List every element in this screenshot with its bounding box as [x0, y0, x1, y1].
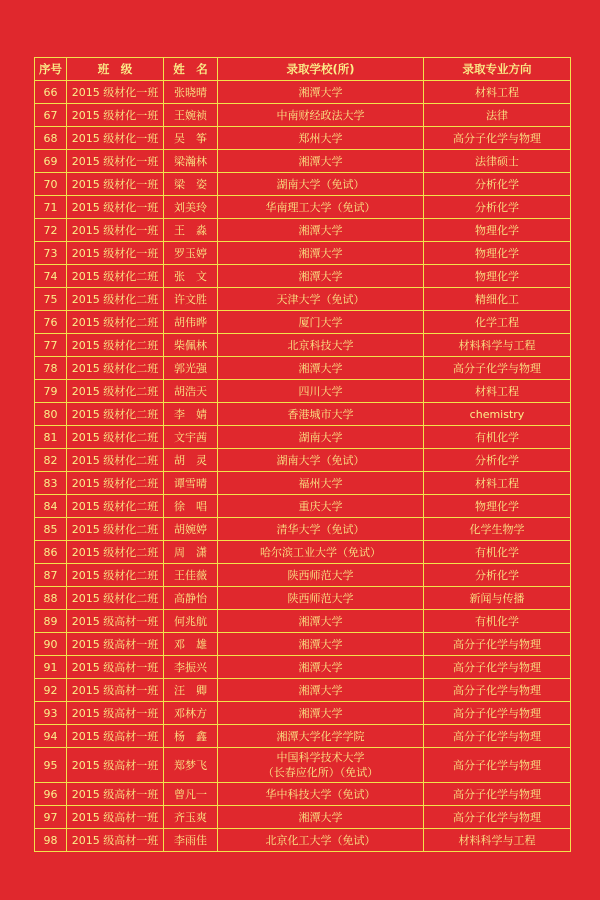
table-row	[35, 127, 571, 150]
row-school	[218, 403, 424, 426]
row-number: 77	[35, 334, 67, 357]
school-line: 北京科技大学	[287, 339, 354, 352]
row-class: 2015 级高材一班	[67, 783, 164, 806]
table-row	[35, 587, 571, 610]
school-line: 香港城市大学	[287, 408, 354, 421]
school-line: 北京化工大学（免试）	[265, 834, 376, 847]
row-class: 2015 级高材一班	[67, 748, 164, 783]
row-name: 王婉祯	[164, 104, 218, 127]
row-number: 86	[35, 541, 67, 564]
table-row	[35, 610, 571, 633]
school-line: 重庆大学	[298, 500, 343, 513]
row-major: 高分子化学与物理	[424, 783, 571, 806]
row-number: 69	[35, 150, 67, 173]
row-school	[218, 288, 424, 311]
row-name: 王佳薇	[164, 564, 218, 587]
row-major: 化学生物学	[424, 518, 571, 541]
row-school	[218, 173, 424, 196]
row-name: 李雨佳	[164, 829, 218, 852]
row-school	[218, 311, 424, 334]
row-name: 吴 筝	[164, 127, 218, 150]
row-name: 谭雪晴	[164, 472, 218, 495]
school-line: 天津大学（免试）	[276, 293, 365, 306]
row-school	[218, 127, 424, 150]
row-class: 2015 级材化二班	[67, 541, 164, 564]
row-name: 郭光强	[164, 357, 218, 380]
header-no: 序号	[35, 58, 67, 81]
school-line: 湘潭大学	[298, 155, 343, 168]
row-number: 70	[35, 173, 67, 196]
row-school	[218, 656, 424, 679]
row-name: 张晓晴	[164, 81, 218, 104]
row-class: 2015 级高材一班	[67, 829, 164, 852]
school-line: 湘潭大学	[298, 707, 343, 720]
row-major: 高分子化学与物理	[424, 357, 571, 380]
row-name: 胡 灵	[164, 449, 218, 472]
row-class: 2015 级材化一班	[67, 127, 164, 150]
table-row	[35, 265, 571, 288]
header-row	[35, 58, 571, 81]
row-number: 85	[35, 518, 67, 541]
row-school	[218, 472, 424, 495]
row-class: 2015 级高材一班	[67, 806, 164, 829]
row-number: 82	[35, 449, 67, 472]
row-number: 84	[35, 495, 67, 518]
row-class: 2015 级材化二班	[67, 449, 164, 472]
header-school: 录取学校(所)	[218, 58, 424, 81]
row-major: 材料科学与工程	[424, 829, 571, 852]
row-number: 75	[35, 288, 67, 311]
row-class: 2015 级材化二班	[67, 380, 164, 403]
row-number: 98	[35, 829, 67, 852]
school-line: 清华大学（免试）	[276, 523, 365, 536]
row-major: 材料工程	[424, 472, 571, 495]
table-row	[35, 403, 571, 426]
row-number: 95	[35, 748, 67, 783]
school-line: 四川大学	[298, 385, 343, 398]
row-number: 66	[35, 81, 67, 104]
school-line: 湘潭大学	[298, 224, 343, 237]
table-row	[35, 748, 571, 783]
row-class: 2015 级材化一班	[67, 104, 164, 127]
row-school	[218, 564, 424, 587]
row-major: 有机化学	[424, 610, 571, 633]
row-number: 73	[35, 242, 67, 265]
admission-list-sheet	[34, 57, 570, 850]
school-line: 湖南大学	[298, 431, 343, 444]
row-major: 高分子化学与物理	[424, 725, 571, 748]
row-number: 94	[35, 725, 67, 748]
row-name: 梁瀚林	[164, 150, 218, 173]
row-major: 新闻与传播	[424, 587, 571, 610]
row-major: 物理化学	[424, 219, 571, 242]
row-number: 87	[35, 564, 67, 587]
admission-table	[34, 57, 571, 852]
row-major: 有机化学	[424, 426, 571, 449]
row-class: 2015 级高材一班	[67, 633, 164, 656]
table-row	[35, 380, 571, 403]
row-class: 2015 级材化一班	[67, 150, 164, 173]
row-number: 96	[35, 783, 67, 806]
school-line: 湘潭大学	[298, 811, 343, 824]
row-name: 李振兴	[164, 656, 218, 679]
row-class: 2015 级材化一班	[67, 219, 164, 242]
row-major: 高分子化学与物理	[424, 633, 571, 656]
table-row	[35, 518, 571, 541]
row-name: 许文胜	[164, 288, 218, 311]
row-name: 王 淼	[164, 219, 218, 242]
row-school	[218, 265, 424, 288]
row-name: 邓林方	[164, 702, 218, 725]
table-row	[35, 219, 571, 242]
row-school	[218, 633, 424, 656]
row-school	[218, 426, 424, 449]
row-school	[218, 81, 424, 104]
row-name: 汪 卿	[164, 679, 218, 702]
row-class: 2015 级高材一班	[67, 679, 164, 702]
table-row	[35, 806, 571, 829]
table-row	[35, 633, 571, 656]
school-line: 中国科学技术大学	[276, 751, 365, 764]
table-row	[35, 725, 571, 748]
table-row	[35, 150, 571, 173]
school-line: 郑州大学	[298, 132, 343, 145]
row-number: 90	[35, 633, 67, 656]
row-major: chemistry	[424, 403, 571, 426]
row-name: 胡伟晔	[164, 311, 218, 334]
school-line: 湘潭大学化学学院	[276, 730, 365, 743]
row-name: 何兆航	[164, 610, 218, 633]
row-school	[218, 196, 424, 219]
row-major: 高分子化学与物理	[424, 702, 571, 725]
row-number: 93	[35, 702, 67, 725]
row-major: 有机化学	[424, 541, 571, 564]
school-line: 湖南大学（免试）	[276, 178, 365, 191]
row-school	[218, 748, 424, 783]
row-number: 89	[35, 610, 67, 633]
row-major: 材料工程	[424, 380, 571, 403]
row-major: 分析化学	[424, 564, 571, 587]
row-number: 68	[35, 127, 67, 150]
school-line: （长春应化所）（免试）	[262, 766, 379, 779]
school-line: 湘潭大学	[298, 247, 343, 260]
school-line: 湖南大学（免试）	[276, 454, 365, 467]
row-class: 2015 级材化一班	[67, 196, 164, 219]
header-class: 班 级	[67, 58, 164, 81]
row-name: 李 婧	[164, 403, 218, 426]
row-major: 高分子化学与物理	[424, 127, 571, 150]
school-line: 湘潭大学	[298, 270, 343, 283]
row-school	[218, 587, 424, 610]
row-major: 物理化学	[424, 265, 571, 288]
table-row	[35, 81, 571, 104]
row-major: 高分子化学与物理	[424, 806, 571, 829]
table-row	[35, 702, 571, 725]
table-row	[35, 829, 571, 852]
school-line: 湘潭大学	[298, 86, 343, 99]
school-line: 湘潭大学	[298, 615, 343, 628]
header-major: 录取专业方向	[424, 58, 571, 81]
row-major: 高分子化学与物理	[424, 656, 571, 679]
row-major: 物理化学	[424, 495, 571, 518]
row-name: 罗玉婷	[164, 242, 218, 265]
row-name: 周 潇	[164, 541, 218, 564]
row-school	[218, 806, 424, 829]
row-class: 2015 级材化一班	[67, 242, 164, 265]
row-class: 2015 级材化二班	[67, 564, 164, 587]
row-class: 2015 级材化二班	[67, 288, 164, 311]
row-school	[218, 783, 424, 806]
row-name: 曾凡一	[164, 783, 218, 806]
row-number: 71	[35, 196, 67, 219]
row-school	[218, 518, 424, 541]
row-school	[218, 242, 424, 265]
row-major: 分析化学	[424, 196, 571, 219]
table-row	[35, 242, 571, 265]
row-class: 2015 级高材一班	[67, 656, 164, 679]
table-row	[35, 783, 571, 806]
row-major: 法律	[424, 104, 571, 127]
row-number: 76	[35, 311, 67, 334]
row-school	[218, 541, 424, 564]
school-line: 厦门大学	[298, 316, 343, 329]
table-row	[35, 104, 571, 127]
school-line: 哈尔滨工业大学（免试）	[260, 546, 381, 559]
row-class: 2015 级高材一班	[67, 702, 164, 725]
row-major: 材料科学与工程	[424, 334, 571, 357]
row-class: 2015 级高材一班	[67, 610, 164, 633]
row-name: 梁 姿	[164, 173, 218, 196]
row-class: 2015 级材化一班	[67, 81, 164, 104]
table-row	[35, 472, 571, 495]
table-row	[35, 426, 571, 449]
row-school	[218, 219, 424, 242]
school-line: 华南理工大学（免试）	[265, 201, 376, 214]
row-name: 柴佩林	[164, 334, 218, 357]
row-major: 分析化学	[424, 449, 571, 472]
table-row	[35, 173, 571, 196]
row-name: 郑梦飞	[164, 748, 218, 783]
row-school	[218, 150, 424, 173]
table-row	[35, 564, 571, 587]
row-class: 2015 级材化二班	[67, 265, 164, 288]
table-body	[35, 81, 571, 852]
row-school	[218, 725, 424, 748]
row-school	[218, 829, 424, 852]
row-class: 2015 级材化二班	[67, 403, 164, 426]
row-major: 化学工程	[424, 311, 571, 334]
table-row	[35, 656, 571, 679]
row-school	[218, 702, 424, 725]
school-line: 湘潭大学	[298, 661, 343, 674]
school-line: 陕西师范大学	[287, 592, 354, 605]
row-school	[218, 380, 424, 403]
row-name: 文宇茜	[164, 426, 218, 449]
row-name: 徐 唱	[164, 495, 218, 518]
row-number: 91	[35, 656, 67, 679]
row-number: 78	[35, 357, 67, 380]
row-number: 92	[35, 679, 67, 702]
row-number: 80	[35, 403, 67, 426]
row-number: 67	[35, 104, 67, 127]
row-name: 张 文	[164, 265, 218, 288]
school-line: 陕西师范大学	[287, 569, 354, 582]
row-number: 81	[35, 426, 67, 449]
row-school	[218, 104, 424, 127]
table-row	[35, 541, 571, 564]
row-school	[218, 610, 424, 633]
row-name: 胡浩天	[164, 380, 218, 403]
header-name: 姓 名	[164, 58, 218, 81]
row-major: 高分子化学与物理	[424, 679, 571, 702]
table-row	[35, 196, 571, 219]
row-name: 邓 雄	[164, 633, 218, 656]
row-class: 2015 级材化二班	[67, 357, 164, 380]
row-class: 2015 级材化二班	[67, 311, 164, 334]
row-class: 2015 级材化二班	[67, 472, 164, 495]
row-class: 2015 级材化二班	[67, 495, 164, 518]
row-school	[218, 357, 424, 380]
row-number: 74	[35, 265, 67, 288]
row-name: 高静怡	[164, 587, 218, 610]
row-major: 分析化学	[424, 173, 571, 196]
school-line: 湘潭大学	[298, 638, 343, 651]
row-number: 88	[35, 587, 67, 610]
table-row	[35, 334, 571, 357]
table-row	[35, 288, 571, 311]
table-row	[35, 311, 571, 334]
school-line: 湘潭大学	[298, 684, 343, 697]
row-number: 72	[35, 219, 67, 242]
row-class: 2015 级材化二班	[67, 587, 164, 610]
school-line: 湘潭大学	[298, 362, 343, 375]
school-line: 福州大学	[298, 477, 343, 490]
school-line: 华中科技大学（免试）	[265, 788, 376, 801]
row-name: 胡婉婷	[164, 518, 218, 541]
row-name: 刘美玲	[164, 196, 218, 219]
row-number: 79	[35, 380, 67, 403]
row-major: 法律硕士	[424, 150, 571, 173]
row-school	[218, 334, 424, 357]
school-line: 中南财经政法大学	[276, 109, 365, 122]
row-major: 高分子化学与物理	[424, 748, 571, 783]
row-school	[218, 679, 424, 702]
row-class: 2015 级材化二班	[67, 426, 164, 449]
row-school	[218, 449, 424, 472]
row-class: 2015 级材化二班	[67, 334, 164, 357]
table-row	[35, 357, 571, 380]
table-row	[35, 495, 571, 518]
table-row	[35, 679, 571, 702]
row-class: 2015 级高材一班	[67, 725, 164, 748]
row-major: 材料工程	[424, 81, 571, 104]
row-name: 齐玉爽	[164, 806, 218, 829]
row-class: 2015 级材化一班	[67, 173, 164, 196]
row-number: 83	[35, 472, 67, 495]
row-number: 97	[35, 806, 67, 829]
row-school	[218, 495, 424, 518]
table-row	[35, 449, 571, 472]
row-class: 2015 级材化二班	[67, 518, 164, 541]
row-major: 精细化工	[424, 288, 571, 311]
row-name: 杨 鑫	[164, 725, 218, 748]
row-major: 物理化学	[424, 242, 571, 265]
